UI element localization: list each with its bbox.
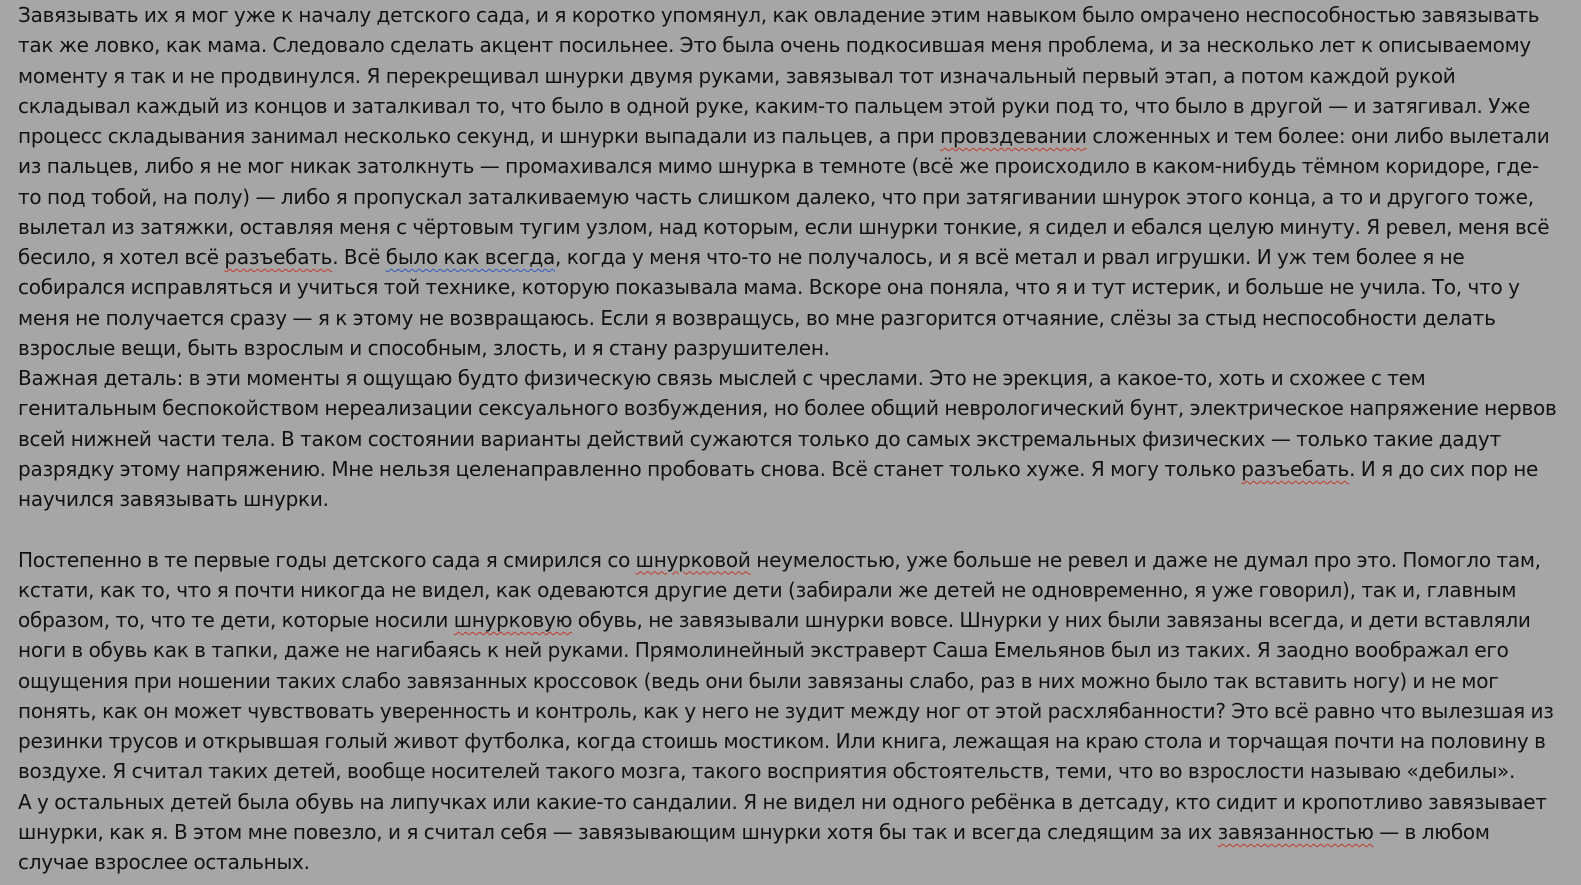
text-run: А у остальных детей была обувь на липучках или какие-то сандалии. Я не видел ни одного ребёнка в детсаду, кто сидит и кропотливо завязывает шнурки, как я. В этом мне повезло, и я считал себя — завязывающим шнурки хотя бы так и всегда следящим за их [18,789,1547,844]
spelling-error-word[interactable]: завязанностью [1217,819,1374,844]
text-run: Важная деталь: в эти моменты я ощущаю будто физическую связь мыслей с чреслами. Это не эрекция, а какое-то, хоть и схожее с тем генитальным беспокойством нереализации сексуального возбуждения, но более общий неврологический бунт, электрическое напряжение нервов всей нижней части тела. В таком состоянии варианты действий сужаются только до самых экстремальных физических — только такие дадут разрядку этому напряжению. Мне нельзя целенаправленно пробовать снова. Всё станет только хуже. Я могу только [18,366,1557,481]
text-run: Постепенно в те первые годы детского сада я смирился со [18,547,636,572]
spelling-error-word[interactable]: разъебать [224,245,333,269]
text-run: . Всё [332,245,386,269]
text-run: Завязывать их я мог уже к началу детского сада, и я коротко упомянул, как овладение этим навыком было омрачено неспособностью завязывать так же ловко, как мама. Следовало сделать акцент посильнее. Это была очень подкосившая меня проблема, и за несколько лет к описываемому моменту я так и не продвинулся. Я перекрещивал шнурки двумя руками, завязывал тот изначальный первый этап, а потом каждой рукой складывал каждый из концов и заталкивал то, что было в одной руке, каким-то пальцем этой руки под то, что было в другой — и затягивал. Уже процесс складывания занимал несколько секунд, и шнурки выпадали из пальцев, а при [18,3,1540,148]
text-run: — в любом случае взрослее остальных. [18,819,1490,874]
paragraph-other-children [18,787,1559,878]
spelling-error-word[interactable]: шнурковую [453,608,573,632]
paragraph-important-detail [18,363,1559,514]
text-run: . И я до сих пор не научился завязывать шнурки. [18,456,1539,511]
paragraph-acceptance [18,545,1559,787]
text-run: , когда у меня что-то не получалось, и я всё метал и рвал игрушки. И уж тем более я не собирался исправляться и учиться той технике, которую показывала мама. Вскоре она поняла, что я и тут истерик, и больше не учила. То, что у меня не получается сразу — я к этому не возвращаюсь. Если я возвращусь, во мне разгорится отчаяние, слёзы за стыд неспособности делать взрослые вещи, быть взрослым и способным, злость, и я стану разрушителен. [18,245,1520,360]
paragraph-shoelace-tying [18,0,1559,363]
text-run: неумелостью, уже больше не ревел и даже не думал про это. Помогло там, кстати, как то, что я почти никогда не видел, как одеваются другие дети (забирали же детей не одновременно, я уже говорил), так и, главным образом, то, что те дети, которые носили [18,547,1541,632]
empty-paragraph [18,514,1559,544]
text-run: обувь, не завязывали шнурки вовсе. Шнурки у них были завязаны всегда, и дети вставляли ноги в обувь как в тапки, даже не нагибаясь к ней руками. Прямолинейный экстраверт Саша Емельянов был из таких. Я заодно воображал его ощущения при ношении таких слабо завязанных кроссовок (ведь они были завязаны слабо, раз в них можно было так вставить ногу) и не мог понять, как он может чувствовать уверенность и контроль, как у него не зудит между ног от этой расхлябанности? Это всё равно что вылезшая из резинки трусов и открывшая голый живот футболка, когда стоишь мостиком. Или книга, лежащая на краю стола и торчащая почти на половину в воздухе. Я считал таких детей, вообще носителей такого мозга, такого восприятия обстоятельств, теми, что во взрослости называю «дебилы». [18,608,1554,784]
spelling-error-word[interactable]: шнурковой [635,547,751,572]
spelling-error-word[interactable]: провздевании [940,124,1087,148]
text-run: сложенных и тем более: они либо вылетали из пальцев, либо я не мог никак затолкнуть — промахивался мимо шнурка в темноте (всё же происходило в каком-нибудь тёмном коридоре, где-то под тобой, на полу) — либо я пропускал заталкиваемую часть слишком далеко, что при затягивании шнурок этого конца, а то и другого тоже, вылетал из затяжки, оставляя меня с чёртовым тугим узлом, над которым, если шнурки тонкие, я сидел и ебался целую минуту. Я ревел, меня всё бесило, я хотел всё [18,124,1550,269]
grammar-warning-phrase[interactable]: было как всегда [385,245,555,269]
spelling-error-word[interactable]: разъебать [1241,456,1350,481]
